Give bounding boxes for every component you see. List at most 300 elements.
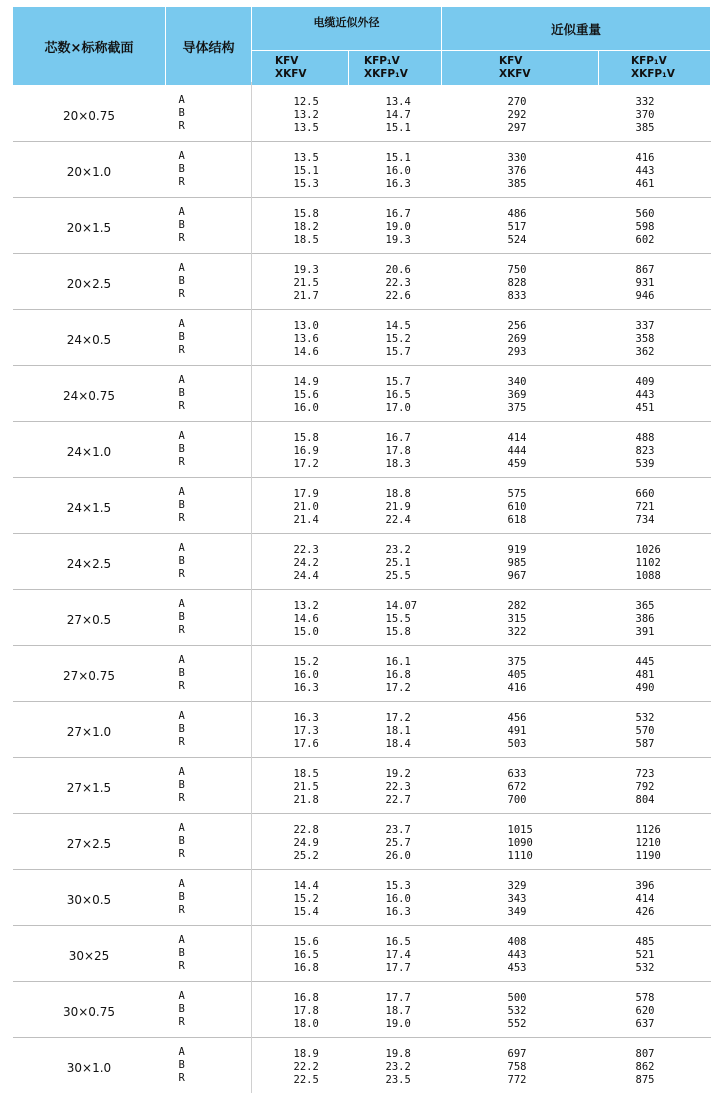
cell-value: 15.8: [386, 626, 442, 639]
spec-cell: 24×1.5: [13, 478, 166, 534]
cell-value: 19.0: [386, 1018, 442, 1031]
cell-value: 750: [508, 264, 599, 277]
diameter-kfpv-cell: [349, 702, 442, 758]
cell-value: 1015: [508, 824, 599, 837]
cell-value: 17.2: [386, 712, 442, 725]
cell-value: 16.1: [386, 656, 442, 669]
cell-value: 539: [636, 458, 711, 471]
weight-kfpv-cell: [599, 1038, 711, 1093]
weight-kfv-cell: [442, 982, 599, 1038]
header-weight-kfv-line2: XKFV: [499, 68, 598, 81]
cell-value: 19.8: [386, 1048, 442, 1061]
header-weight-kfv: [442, 51, 599, 86]
cell-value: 862: [636, 1061, 711, 1074]
cell-value: 443: [636, 165, 711, 178]
cell-value: 269: [508, 333, 599, 346]
cell-value: 22.6: [386, 290, 442, 303]
cell-value: R: [179, 232, 185, 245]
diameter-kfv-cell: [252, 142, 349, 198]
cell-value: 386: [636, 613, 711, 626]
cell-value: B: [179, 891, 185, 904]
cell-value: 500: [508, 992, 599, 1005]
header-diameter-kfpv: [349, 51, 442, 86]
header-diameter-kfv: [252, 51, 349, 86]
cell-value: A: [179, 94, 185, 107]
cell-value: 21.7: [294, 290, 349, 303]
cell-value: B: [179, 219, 185, 232]
cell-value: 23.7: [386, 824, 442, 837]
cell-value: 15.1: [294, 165, 349, 178]
cell-value: 517: [508, 221, 599, 234]
cell-value: A: [179, 542, 185, 555]
cell-value: 16.7: [386, 432, 442, 445]
cell-value: 282: [508, 600, 599, 613]
diameter-kfpv-cell: [349, 198, 442, 254]
cell-value: 532: [636, 712, 711, 725]
cell-value: 461: [636, 178, 711, 191]
cell-value: 13.6: [294, 333, 349, 346]
cell-value: 16.0: [386, 165, 442, 178]
weight-kfv-cell: [442, 534, 599, 590]
cell-value: B: [179, 163, 185, 176]
cell-value: 490: [636, 682, 711, 695]
table-row: [13, 758, 711, 814]
table-header: [13, 7, 711, 86]
weight-kfpv-cell: [599, 478, 711, 534]
weight-kfv-cell: [442, 758, 599, 814]
weight-kfpv-cell: [599, 534, 711, 590]
structure-cell: [166, 142, 252, 198]
cell-value: 315: [508, 613, 599, 626]
spec-cell: 24×1.0: [13, 422, 166, 478]
cell-value: 21.4: [294, 514, 349, 527]
diameter-kfpv-cell: [349, 142, 442, 198]
diameter-kfv-cell: [252, 814, 349, 870]
cell-value: 18.3: [386, 458, 442, 471]
cell-value: 931: [636, 277, 711, 290]
cell-value: 15.2: [294, 656, 349, 669]
cell-value: 332: [636, 96, 711, 109]
cell-value: 16.3: [294, 682, 349, 695]
cell-value: 618: [508, 514, 599, 527]
cell-value: 14.9: [294, 376, 349, 389]
cell-value: 823: [636, 445, 711, 458]
cell-value: A: [179, 374, 185, 387]
cell-value: 1190: [636, 850, 711, 863]
spec-cell: 30×0.5: [13, 870, 166, 926]
cell-value: 15.7: [386, 376, 442, 389]
diameter-kfv-cell: [252, 422, 349, 478]
cell-value: 453: [508, 962, 599, 975]
cell-value: 18.4: [386, 738, 442, 751]
structure-cell: [166, 646, 252, 702]
cell-value: 723: [636, 768, 711, 781]
cell-value: 919: [508, 544, 599, 557]
cell-value: 18.5: [294, 768, 349, 781]
structure-cell: [166, 534, 252, 590]
cell-value: 385: [508, 178, 599, 191]
spec-cell: 27×1.5: [13, 758, 166, 814]
cell-value: 19.3: [294, 264, 349, 277]
spec-cell: 30×25: [13, 926, 166, 982]
cell-value: A: [179, 710, 185, 723]
cell-value: 610: [508, 501, 599, 514]
cell-value: 443: [636, 389, 711, 402]
spec-cell: 20×1.5: [13, 198, 166, 254]
cell-value: 521: [636, 949, 711, 962]
diameter-kfpv-cell: [349, 254, 442, 310]
cell-value: 385: [636, 122, 711, 135]
cell-value: 637: [636, 1018, 711, 1031]
weight-kfpv-cell: [599, 366, 711, 422]
cell-value: 15.2: [294, 893, 349, 906]
cell-value: 16.0: [294, 402, 349, 415]
cell-value: 867: [636, 264, 711, 277]
cell-value: 20.6: [386, 264, 442, 277]
cell-value: B: [179, 275, 185, 288]
cell-value: 343: [508, 893, 599, 906]
cell-value: A: [179, 1046, 185, 1059]
cell-value: 18.8: [386, 488, 442, 501]
cell-value: 14.6: [294, 346, 349, 359]
cell-value: A: [179, 990, 185, 1003]
spec-cell: 30×0.75: [13, 982, 166, 1038]
cell-value: 1210: [636, 837, 711, 850]
cell-value: 358: [636, 333, 711, 346]
cell-value: 365: [636, 600, 711, 613]
diameter-kfpv-cell: [349, 310, 442, 366]
cell-value: 807: [636, 1048, 711, 1061]
table-row: [13, 366, 711, 422]
cell-value: 14.07: [386, 600, 442, 613]
cell-value: 416: [636, 152, 711, 165]
diameter-kfv-cell: [252, 198, 349, 254]
cell-value: 15.1: [386, 122, 442, 135]
table-body: [13, 86, 711, 1093]
structure-cell: [166, 814, 252, 870]
cell-value: 17.6: [294, 738, 349, 751]
cell-value: 481: [636, 669, 711, 682]
cell-value: 256: [508, 320, 599, 333]
table-row: [13, 86, 711, 142]
cell-value: 391: [636, 626, 711, 639]
cell-value: 17.8: [294, 1005, 349, 1018]
cell-value: 697: [508, 1048, 599, 1061]
weight-kfv-cell: [442, 366, 599, 422]
structure-cell: [166, 198, 252, 254]
weight-kfpv-cell: [599, 982, 711, 1038]
cell-value: 340: [508, 376, 599, 389]
cell-value: R: [179, 848, 185, 861]
cell-value: 16.3: [386, 178, 442, 191]
cell-value: 22.3: [294, 544, 349, 557]
cell-value: 362: [636, 346, 711, 359]
cell-value: 349: [508, 906, 599, 919]
cell-value: 485: [636, 936, 711, 949]
header-weight-kfpv: [599, 51, 711, 86]
cell-value: B: [179, 723, 185, 736]
weight-kfv-cell: [442, 422, 599, 478]
cell-value: 620: [636, 1005, 711, 1018]
cell-value: 16.0: [386, 893, 442, 906]
cell-value: 15.6: [294, 936, 349, 949]
structure-cell: [166, 422, 252, 478]
diameter-kfv-cell: [252, 534, 349, 590]
cell-value: 15.4: [294, 906, 349, 919]
cell-value: 13.0: [294, 320, 349, 333]
cell-value: B: [179, 1003, 185, 1016]
cell-value: 322: [508, 626, 599, 639]
header-diameter: 电缆近似外径: [252, 7, 442, 51]
cell-value: 21.9: [386, 501, 442, 514]
cell-value: 456: [508, 712, 599, 725]
cell-value: A: [179, 878, 185, 891]
cell-value: R: [179, 400, 185, 413]
cell-value: 292: [508, 109, 599, 122]
cell-value: R: [179, 456, 185, 469]
weight-kfv-cell: [442, 814, 599, 870]
cell-value: 18.7: [386, 1005, 442, 1018]
cell-value: R: [179, 736, 185, 749]
cell-value: B: [179, 835, 185, 848]
table-row: [13, 422, 711, 478]
table-row: [13, 1038, 711, 1093]
weight-kfpv-cell: [599, 590, 711, 646]
cell-value: A: [179, 430, 185, 443]
structure-cell: [166, 870, 252, 926]
cell-value: A: [179, 262, 185, 275]
cell-value: 22.7: [386, 794, 442, 807]
structure-cell: [166, 366, 252, 422]
diameter-kfv-cell: [252, 1038, 349, 1093]
cell-value: 375: [508, 402, 599, 415]
spec-cell: 20×2.5: [13, 254, 166, 310]
cell-value: 985: [508, 557, 599, 570]
cell-value: 875: [636, 1074, 711, 1087]
cable-spec-table-container: [12, 6, 710, 1093]
cell-value: R: [179, 960, 185, 973]
diameter-kfv-cell: [252, 758, 349, 814]
cell-value: 560: [636, 208, 711, 221]
cell-value: 25.2: [294, 850, 349, 863]
cell-value: B: [179, 555, 185, 568]
spec-cell: 27×1.0: [13, 702, 166, 758]
cell-value: 15.6: [294, 389, 349, 402]
cell-value: 17.7: [386, 992, 442, 1005]
cell-value: 486: [508, 208, 599, 221]
weight-kfpv-cell: [599, 926, 711, 982]
cell-value: 416: [508, 682, 599, 695]
cell-value: 14.5: [386, 320, 442, 333]
cell-value: 570: [636, 725, 711, 738]
cell-value: 24.2: [294, 557, 349, 570]
cell-value: 828: [508, 277, 599, 290]
cell-value: 12.5: [294, 96, 349, 109]
cell-value: 16.9: [294, 445, 349, 458]
cell-value: B: [179, 947, 185, 960]
cell-value: 18.2: [294, 221, 349, 234]
structure-cell: [166, 926, 252, 982]
cell-value: A: [179, 766, 185, 779]
table-row: [13, 646, 711, 702]
cell-value: 532: [508, 1005, 599, 1018]
cell-value: 575: [508, 488, 599, 501]
weight-kfv-cell: [442, 86, 599, 142]
cell-value: 18.1: [386, 725, 442, 738]
cell-value: 15.3: [386, 880, 442, 893]
cell-value: 414: [508, 432, 599, 445]
cell-value: 1102: [636, 557, 711, 570]
cell-value: 15.2: [386, 333, 442, 346]
cell-value: B: [179, 107, 185, 120]
cell-value: 672: [508, 781, 599, 794]
table-row: [13, 702, 711, 758]
cell-value: 25.1: [386, 557, 442, 570]
cell-value: 370: [636, 109, 711, 122]
header-diameter-kfpv-line2: XKFP₁V: [364, 68, 441, 81]
cell-value: R: [179, 624, 185, 637]
cell-value: 16.8: [386, 669, 442, 682]
weight-kfpv-cell: [599, 254, 711, 310]
cell-value: 602: [636, 234, 711, 247]
cell-value: 426: [636, 906, 711, 919]
cell-value: 18.9: [294, 1048, 349, 1061]
cell-value: 16.8: [294, 992, 349, 1005]
structure-cell: [166, 478, 252, 534]
weight-kfv-cell: [442, 198, 599, 254]
cell-value: 25.7: [386, 837, 442, 850]
cell-value: 524: [508, 234, 599, 247]
cell-value: 22.3: [386, 277, 442, 290]
cell-value: 459: [508, 458, 599, 471]
cell-value: 633: [508, 768, 599, 781]
spec-cell: 27×0.75: [13, 646, 166, 702]
weight-kfpv-cell: [599, 142, 711, 198]
diameter-kfpv-cell: [349, 366, 442, 422]
weight-kfv-cell: [442, 590, 599, 646]
spec-cell: 20×1.0: [13, 142, 166, 198]
cell-value: B: [179, 611, 185, 624]
cell-value: 15.8: [294, 432, 349, 445]
cell-value: A: [179, 934, 185, 947]
spec-cell: 27×0.5: [13, 590, 166, 646]
weight-kfv-cell: [442, 870, 599, 926]
table-row: [13, 870, 711, 926]
cell-value: 18.5: [294, 234, 349, 247]
cell-value: B: [179, 387, 185, 400]
weight-kfpv-cell: [599, 758, 711, 814]
cell-value: 21.0: [294, 501, 349, 514]
cell-value: 488: [636, 432, 711, 445]
cell-value: 15.1: [386, 152, 442, 165]
cell-value: B: [179, 779, 185, 792]
diameter-kfv-cell: [252, 86, 349, 142]
diameter-kfv-cell: [252, 870, 349, 926]
cell-value: 405: [508, 669, 599, 682]
cell-value: 21.8: [294, 794, 349, 807]
table-row: [13, 254, 711, 310]
cell-value: 17.0: [386, 402, 442, 415]
table-row: [13, 142, 711, 198]
cell-value: A: [179, 486, 185, 499]
header-diameter-kfpv-line1: KFP₁V: [364, 55, 441, 68]
weight-kfv-cell: [442, 142, 599, 198]
diameter-kfv-cell: [252, 478, 349, 534]
table-row: [13, 310, 711, 366]
cell-value: 16.5: [386, 389, 442, 402]
cell-value: 337: [636, 320, 711, 333]
weight-kfpv-cell: [599, 198, 711, 254]
cell-value: 700: [508, 794, 599, 807]
diameter-kfv-cell: [252, 926, 349, 982]
cell-value: R: [179, 568, 185, 581]
diameter-kfpv-cell: [349, 646, 442, 702]
cell-value: 26.0: [386, 850, 442, 863]
cell-value: R: [179, 176, 185, 189]
cell-value: 16.8: [294, 962, 349, 975]
cell-value: B: [179, 443, 185, 456]
cell-value: 833: [508, 290, 599, 303]
cell-value: R: [179, 288, 185, 301]
cell-value: 17.9: [294, 488, 349, 501]
cell-value: 16.5: [294, 949, 349, 962]
cell-value: 451: [636, 402, 711, 415]
cell-value: 16.3: [294, 712, 349, 725]
cell-value: B: [179, 331, 185, 344]
cell-value: 22.5: [294, 1074, 349, 1087]
table-row: [13, 814, 711, 870]
diameter-kfv-cell: [252, 310, 349, 366]
cell-value: 22.8: [294, 824, 349, 837]
table-row: [13, 590, 711, 646]
cell-value: A: [179, 654, 185, 667]
cell-value: 22.3: [386, 781, 442, 794]
cell-value: 330: [508, 152, 599, 165]
structure-cell: [166, 254, 252, 310]
diameter-kfpv-cell: [349, 758, 442, 814]
cell-value: 408: [508, 936, 599, 949]
cell-value: 721: [636, 501, 711, 514]
cell-value: 13.5: [294, 152, 349, 165]
spec-cell: 20×0.75: [13, 86, 166, 142]
header-diameter-kfv-line2: XKFV: [275, 68, 348, 81]
weight-kfv-cell: [442, 702, 599, 758]
diameter-kfpv-cell: [349, 982, 442, 1038]
cell-value: R: [179, 512, 185, 525]
cell-value: B: [179, 1059, 185, 1072]
spec-cell: 27×2.5: [13, 814, 166, 870]
cell-value: 552: [508, 1018, 599, 1031]
weight-kfv-cell: [442, 478, 599, 534]
cell-value: 1126: [636, 824, 711, 837]
structure-cell: [166, 758, 252, 814]
cell-value: 19.0: [386, 221, 442, 234]
cell-value: 19.2: [386, 768, 442, 781]
weight-kfpv-cell: [599, 646, 711, 702]
cell-value: 376: [508, 165, 599, 178]
table-row: [13, 926, 711, 982]
diameter-kfv-cell: [252, 254, 349, 310]
cell-value: 23.5: [386, 1074, 442, 1087]
cell-value: 22.2: [294, 1061, 349, 1074]
diameter-kfv-cell: [252, 646, 349, 702]
spec-cell: 30×1.0: [13, 1038, 166, 1093]
cell-value: 23.2: [386, 1061, 442, 1074]
cell-value: R: [179, 1016, 185, 1029]
header-weight-kfpv-line1: KFP₁V: [631, 55, 710, 68]
cell-value: 14.4: [294, 880, 349, 893]
cell-value: A: [179, 598, 185, 611]
